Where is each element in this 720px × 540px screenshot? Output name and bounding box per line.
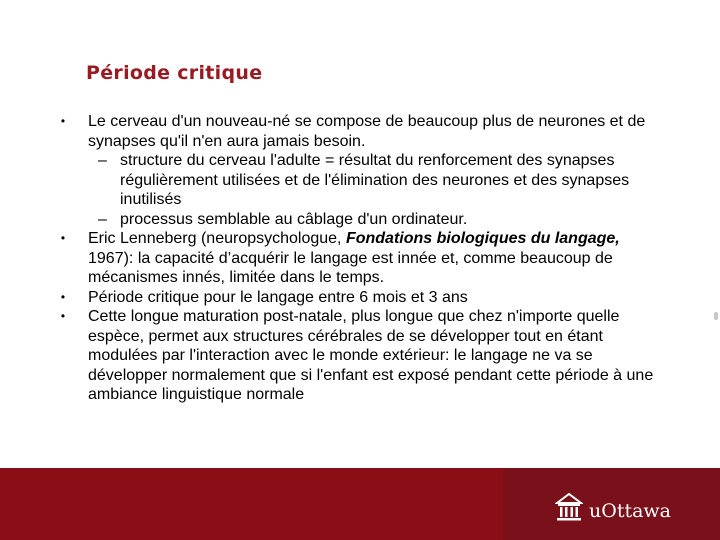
bullet-marker: • bbox=[60, 231, 66, 245]
sub-bullet-item bbox=[56, 210, 666, 230]
book-title: Fondations biologiques du langage, bbox=[345, 230, 620, 247]
bullet-text: Période critique pour le langage entre 6 mois et 3 ans bbox=[88, 288, 468, 306]
footer-bar bbox=[0, 468, 720, 540]
building-icon bbox=[555, 492, 583, 527]
bullet-item bbox=[56, 307, 666, 405]
bullet-item bbox=[56, 112, 666, 151]
bullet-item bbox=[56, 229, 666, 288]
edge-marker bbox=[714, 312, 718, 320]
bullet-marker: • bbox=[60, 114, 66, 128]
bullet-list bbox=[56, 112, 666, 405]
bullet-text: Le cerveau d'un nouveau-né se compose de beaucoup plus de neurones et de synapses qu'il n'en aura jamais besoin. bbox=[88, 113, 646, 150]
footer-logo-area bbox=[503, 468, 720, 540]
bullet-text-part: Eric Lenneberg (neuropsychologue, bbox=[88, 230, 346, 247]
dash-marker: – bbox=[98, 210, 107, 228]
bullet-text: Cette longue maturation post-natale, plus longue que chez n'importe quelle espèce, permet aux structures cérébrales de se développer tout en étant modulées par l'interaction avec le monde extérieur: le langage ne va se développer normalement que si l'enfant est exposé pendant cette période à une ambiance linguistique normale bbox=[88, 308, 654, 403]
dash-marker: – bbox=[98, 152, 107, 169]
bullet-text-part: 1967): la capacité d’acquérir le langage est innée et, comme beaucoup de mécanismes innés, limitée dans le temps. bbox=[88, 249, 613, 286]
bullet-marker: • bbox=[60, 309, 66, 323]
sub-bullet-text: processus semblable au câblage d'un ordinateur. bbox=[120, 210, 468, 228]
university-logo-text: uOttawa bbox=[589, 500, 672, 522]
bullet-marker: • bbox=[60, 289, 66, 304]
slide-title: Période critique bbox=[86, 62, 263, 84]
sub-bullet-item bbox=[56, 151, 666, 210]
sub-bullet-text: structure du cerveau l'adulte = résultat du renforcement des synapses régulièrement utilisées et de l'élimination des neurones et des synapses inutilisés bbox=[120, 152, 630, 208]
bullet-item bbox=[56, 288, 666, 308]
